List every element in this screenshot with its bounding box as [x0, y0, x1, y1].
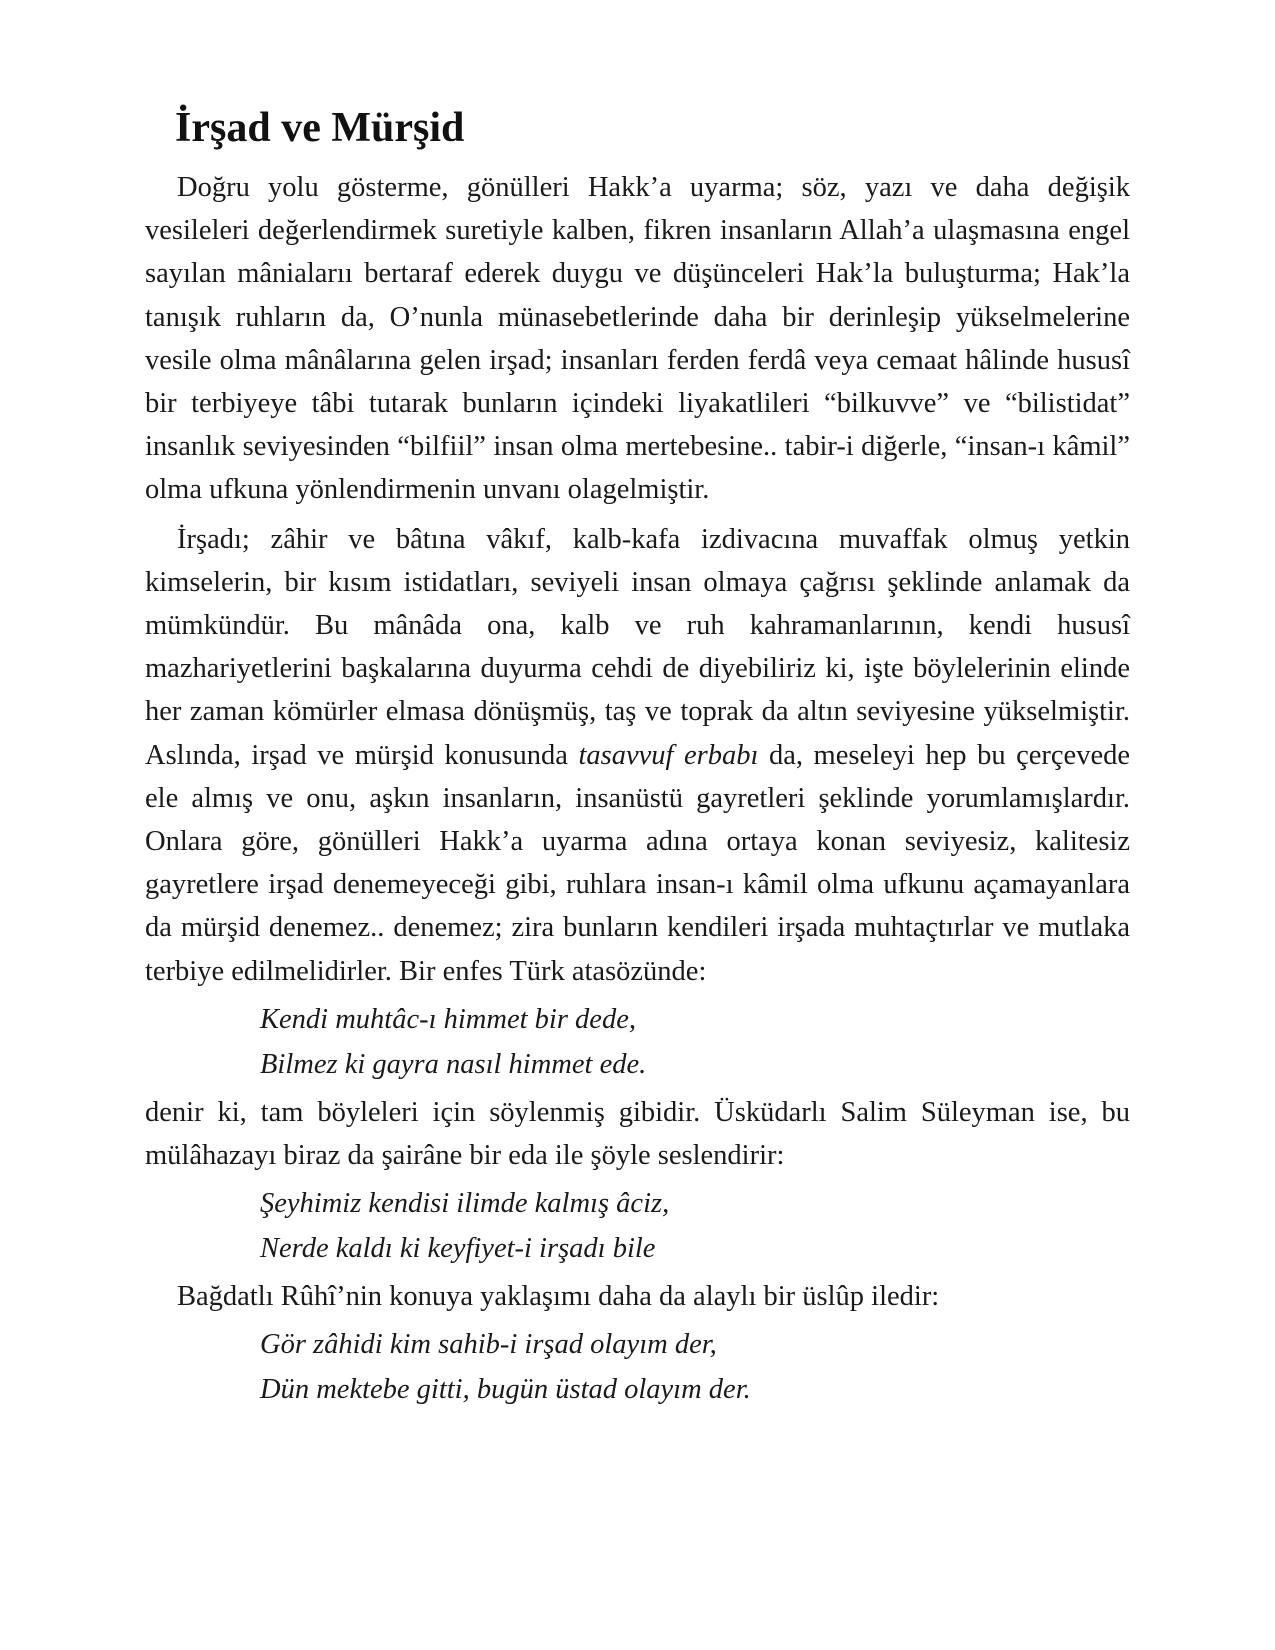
verse-line: Gör zâhidi kim sahib-i irşad olayım der, [260, 1329, 717, 1361]
verse-line: Nerde kaldı ki keyfiyet-i irşadı bile [260, 1233, 656, 1265]
paragraph-text: da, meseleyi hep bu çerçevede ele almış ve onu, aşkın insanların, insanüstü gayretleri şeklinde yorumlamışlardır. Onlara göre, gönülleri Hakk’a uyarma adına ortaya konan seviyesiz, kalitesiz gayretlere irşad denemeyeceği gibi, ruhlara insan-ı kâmil olma ufkunu açamayanlara da mürşid denemez.. denemez; zira bunların kendileri irşada muhtaçtırlar ve mutlaka terbiye edilmelidirler. Bir enfes Türk atasözünde: [145, 739, 1131, 987]
paragraph-irsad-definition: Doğru yolu gösterme, gönülleri Hakk’a uyarma; söz, yazı ve daha değişik vesileleri değerlendirmek suretiyle kalben, fikren insanların Allah’a ulaşmasına engel sayılan mânialarıı bertaraf ederek duygu ve düşünceleri Hak’la buluşturma; Hak’la tanışık ruhların da, O’nunla münasebetlerinde daha bir derinleşip yükselmelerine vesile olma mânâlarına gelen irşad; insanları ferden ferdâ veya cemaat hâlinde hususî bir terbiyeye tâbi tutarak bunların içindeki liyakatlileri “bilkuvve” ve “bilistidat” insanlık seviyesinden “bilfiil” insan olma mertebesine.. tabir-i diğerle, “insan-ı kâmil” olma ufkuna yönlendirmenin unvanı olagelmiştir. [145, 172, 1130, 506]
verse-line: Dün mektebe gitti, bugün üstad olayım der. [260, 1374, 751, 1406]
verse-line: Kendi muhtâc-ı himmet bir dede, [260, 1003, 636, 1035]
paragraph-text: İrşadı; zâhir ve bâtına vâkıf, kalb-kafa izdivacına muvaffak olmuş yetkin kimselerin, bir kısım istidatları, seviyeli insan olmaya çağrısı şeklinde anlamak da mümkündür. Bu mânâda ona, kalb ve ruh kahramanlarının, kendi hususî mazhariyetlerini başkalarına duyurma cehdi de diyebiliriz ki, işte böylelerinin elinde her zaman kömürler elmasa dönüşmüş, taş ve toprak da altın seviyesine yükselmiştir. Aslında, irşad ve mürşid konusunda [145, 523, 1130, 771]
paragraph-irsad-meaning [145, 518, 1130, 993]
section-title: İrşad ve Mürşid [175, 105, 465, 151]
emphasis-text: tasavvuf erbabı [578, 739, 759, 771]
verse-line: Şeyhimiz kendisi ilimde kalmış âciz, [260, 1188, 670, 1220]
verse-line: Bilmez ki gayra nasıl himmet ede. [260, 1048, 647, 1080]
verse-proverb [260, 997, 1130, 1087]
verse-bagdatli-ruhi [260, 1322, 1130, 1412]
verse-salim-suleyman [260, 1181, 1130, 1271]
document-page [145, 98, 1130, 1416]
paragraph-bagdatli-ruhi: Bağdatlı Rûhî’nin konuya yaklaşımı daha da alaylı bir üslûp iledir: [177, 1281, 940, 1313]
paragraph-uskudarli: denir ki, tam böyleleri için söylenmiş gibidir. Üsküdarlı Salim Süleyman ise, bu mülâhazayı biraz da şairâne bir eda ile şöyle seslendirir: [145, 1096, 1130, 1172]
